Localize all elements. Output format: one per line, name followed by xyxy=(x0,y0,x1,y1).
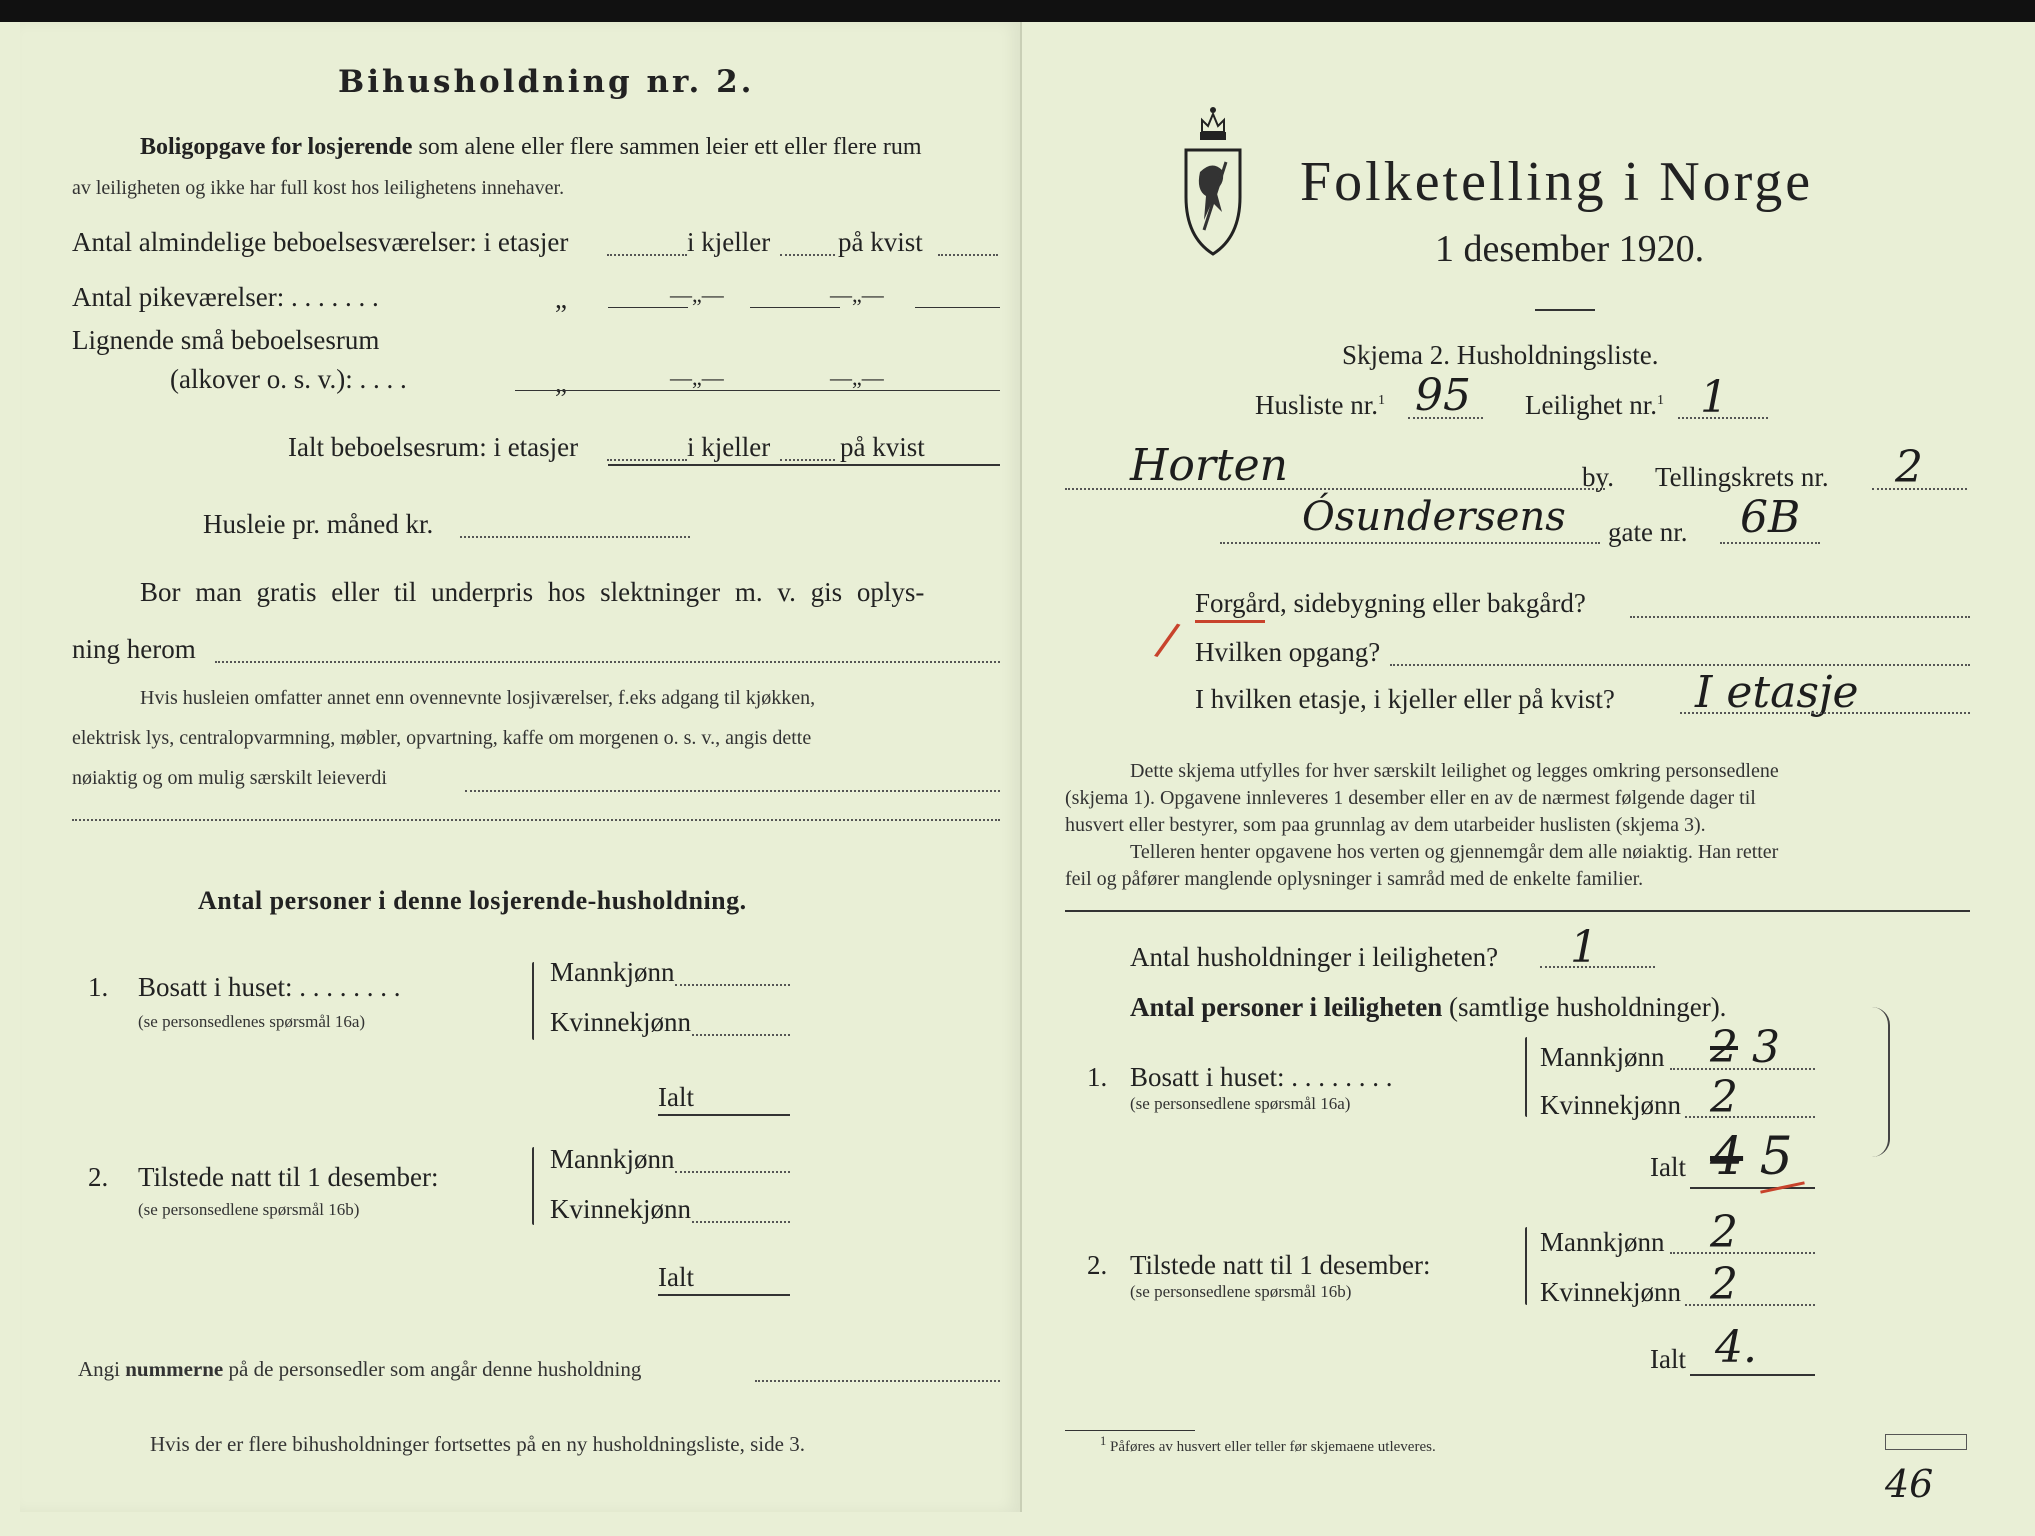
rooms-kvist-field[interactable] xyxy=(938,254,998,256)
ditto-mark: „ xyxy=(555,284,567,314)
bor-line-2: ning herom xyxy=(72,634,196,664)
form-title: Folketelling i Norge xyxy=(1300,151,1814,213)
red-check-mark: / xyxy=(1152,610,1184,668)
footnote-text xyxy=(1100,1434,1436,1456)
husliste-text: Husliste nr. xyxy=(1255,390,1379,420)
dash-mark-4: —„— xyxy=(830,365,884,390)
by-value[interactable]: Horten xyxy=(1130,440,1288,491)
gate-nr-field[interactable] xyxy=(1720,542,1820,544)
paa-kvist-label: på kvist xyxy=(838,227,923,257)
r-q2-ialt-label: Ialt xyxy=(1650,1344,1686,1374)
hush-question: Antal husholdninger i leiligheten? xyxy=(1130,942,1499,972)
bor-line-1: Bor man gratis eller til underpris hos slektninger m. v. gis oplys- xyxy=(140,577,925,607)
left-footer: Hvis der er flere bihusholdninger fortsettes på en ny husholdningsliste, side 3. xyxy=(150,1432,805,1456)
angi-bold: nummerne xyxy=(125,1357,224,1381)
r-q1-mann-value[interactable] xyxy=(1710,1022,1780,1073)
husliste-field[interactable] xyxy=(1408,417,1483,419)
husleie-field[interactable] xyxy=(460,536,690,538)
tellingskrets-label: Tellingskrets nr. xyxy=(1655,462,1829,492)
footnote-number: 1 xyxy=(1100,1434,1107,1448)
r-q1-ialt-label: Ialt xyxy=(1650,1152,1686,1182)
ialt-etasjer-field[interactable] xyxy=(607,459,687,461)
q2-sub: (se personsedlene spørsmål 16b) xyxy=(138,1200,360,1219)
pike-label: Antal pikeværelser: . . . . . . . xyxy=(72,282,379,312)
q2-kvinne-label: Kvinnekjønn xyxy=(550,1194,691,1224)
q2-brace xyxy=(532,1147,534,1225)
r-q2-kvinne-label: Kvinnekjønn xyxy=(1540,1277,1681,1307)
ialt-kjeller-field[interactable] xyxy=(780,459,835,461)
q2-number: 2. xyxy=(88,1162,109,1192)
ialt-rooms-label: Ialt beboelsesrum: i etasjer xyxy=(288,432,579,462)
q1-kvinne-label: Kvinnekjønn xyxy=(550,1007,691,1037)
leilighet-value[interactable]: 1 xyxy=(1700,372,1728,423)
persons-bold: Antal personer i leiligheten xyxy=(1130,992,1443,1022)
instr-line-3: husvert eller bestyrer, som paa grunnlag av dem utarbeider huslisten (skjema 3). xyxy=(1065,814,1706,836)
q1-sub: (se personsedlenes spørsmål 16a) xyxy=(138,1012,366,1031)
scan-border xyxy=(0,0,2035,22)
q1-label: Bosatt i huset: . . . . . . . . xyxy=(138,972,401,1002)
bihusholdning-heading: Bihusholdning nr. 2. xyxy=(338,64,755,100)
r-q2-kvinne-field[interactable] xyxy=(1685,1304,1815,1306)
leilighet-text: Leilighet nr. xyxy=(1525,390,1657,420)
q2-kvinne-field[interactable] xyxy=(692,1221,790,1223)
lignende-kjeller-field[interactable] xyxy=(680,390,835,391)
corner-scribble: 46 xyxy=(1885,1462,1934,1506)
margin-bracket xyxy=(1868,1007,1890,1157)
lignende-label-2: (alkover o. s. v.): . . . . xyxy=(170,364,407,394)
r-q2-sub: (se personsedlene spørsmål 16b) xyxy=(1130,1282,1352,1301)
forgard-red-underline xyxy=(1195,620,1265,623)
r-q2-mann-field[interactable] xyxy=(1670,1252,1815,1254)
persons-line xyxy=(1130,992,1726,1023)
hush-value[interactable]: 1 xyxy=(1570,922,1598,973)
ditto-mark-3: „ xyxy=(555,368,567,398)
instr-line-1: Dette skjema utfylles for hver særskilt leilighet og legges omkring personsedlene xyxy=(1130,760,1779,782)
husleie-label: Husleie pr. måned kr. xyxy=(203,509,434,539)
r-q1-kvinne-label: Kvinnekjønn xyxy=(1540,1090,1681,1120)
forgard-field[interactable] xyxy=(1630,616,1970,618)
tellingskrets-field[interactable] xyxy=(1872,488,1967,490)
gate-nr-value[interactable]: 6B xyxy=(1740,492,1801,543)
angi-field[interactable] xyxy=(755,1380,1000,1382)
r-q1-ialt-struck: 4 xyxy=(1710,1127,1744,1187)
coat-of-arms-icon xyxy=(1182,102,1244,262)
instr-line-2: (skjema 1). Opgavene innleveres 1 desember eller en av de nærmest følgende dager til xyxy=(1065,787,1756,809)
gate-label: gate nr. xyxy=(1608,517,1688,547)
r-q1-mann-corrected: 3 xyxy=(1752,1022,1780,1073)
lignende-label-1: Lignende små beboelsesrum xyxy=(72,325,380,355)
r-q1-number: 1. xyxy=(1087,1062,1108,1092)
bor-field[interactable] xyxy=(215,661,1000,663)
instr-line-5: feil og påfører manglende oplysninger i samråd med de enkelte familier. xyxy=(1065,868,1644,890)
r-q1-mann-label: Mannkjønn xyxy=(1540,1042,1665,1072)
right-page xyxy=(1030,22,2020,1512)
husliste-label xyxy=(1255,390,1385,421)
title-rule xyxy=(1535,309,1595,311)
r-q1-sub: (se personsedlene spørsmål 16a) xyxy=(1130,1094,1351,1113)
lignende-etasjer-field[interactable] xyxy=(515,390,685,391)
r-q2-brace xyxy=(1525,1227,1527,1305)
hvis-line-2: elektrisk lys, centralopvarmning, møbler, opvartning, kaffe om morgenen o. s. v., angis dette xyxy=(72,727,812,749)
husliste-value[interactable]: 95 xyxy=(1415,370,1471,421)
etasje-value[interactable]: I etasje xyxy=(1695,667,1859,718)
intro-line-1 xyxy=(140,134,922,161)
left-page xyxy=(20,22,1022,1512)
r-q1-ialt-field[interactable] xyxy=(1690,1187,1815,1189)
r-q1-ialt-corrected: 5 xyxy=(1759,1127,1793,1187)
leieverdi-field[interactable] xyxy=(465,790,1000,792)
persons-heading: Antal personer i denne losjerende-husholdning. xyxy=(198,886,747,915)
dash-mark-3: —„— xyxy=(670,365,724,390)
intro-rest: som alene eller flere sammen leier ett eller flere rum xyxy=(418,134,922,160)
hvis-line-1: Hvis husleien omfatter annet enn ovennevnte losjiværelser, f.eks adgang til kjøkken, xyxy=(140,687,816,709)
r-q2-ialt-field[interactable] xyxy=(1690,1374,1815,1376)
r-q2-ialt-value[interactable]: 4. xyxy=(1715,1322,1757,1373)
q1-brace xyxy=(532,962,534,1040)
gate-field[interactable] xyxy=(1220,542,1600,544)
rooms-label: Antal almindelige beboelsesværelser: i etasjer xyxy=(72,227,569,257)
lignende-kvist-field[interactable] xyxy=(835,390,1000,391)
r-q2-number: 2. xyxy=(1087,1250,1108,1280)
r-q2-kvinne-value[interactable]: 2 xyxy=(1710,1259,1738,1310)
q1-ialt-field[interactable] xyxy=(658,1114,790,1116)
ialt-kvist-label: på kvist xyxy=(840,432,925,462)
r-q1-kvinne-value[interactable]: 2 xyxy=(1710,1072,1738,1123)
r-q1-ialt-value[interactable] xyxy=(1710,1127,1793,1187)
leieverdi-field-2[interactable] xyxy=(72,819,1000,821)
r-q2-mann-label: Mannkjønn xyxy=(1540,1227,1665,1257)
q2-ialt-label: Ialt xyxy=(658,1262,694,1292)
angi-line xyxy=(78,1357,641,1382)
q2-mann-label: Mannkjønn xyxy=(550,1144,675,1174)
r-q1-kvinne-field[interactable] xyxy=(1685,1116,1815,1118)
pike-kvist-field[interactable] xyxy=(915,307,1000,308)
persons-rest: (samtlige husholdninger). xyxy=(1448,992,1727,1022)
r-q2-label: Tilstede natt til 1 desember: xyxy=(1130,1250,1431,1280)
dash-mark: —„— xyxy=(670,282,724,307)
etasje-field[interactable] xyxy=(1680,712,1970,714)
tellingskrets-value[interactable]: 2 xyxy=(1895,442,1923,493)
ialt-kjeller-label: i kjeller xyxy=(687,432,771,462)
leilighet-footnote-mark: 1 xyxy=(1656,393,1664,408)
dash-mark-2: —„— xyxy=(830,282,884,307)
by-label: by. xyxy=(1582,462,1614,492)
intro-bold: Boligopgave for losjerende xyxy=(140,134,413,160)
q2-ialt-field[interactable] xyxy=(658,1294,790,1296)
r-q2-mann-value[interactable]: 2 xyxy=(1710,1207,1738,1258)
footnote-rule xyxy=(1065,1430,1195,1431)
opgang-field[interactable] xyxy=(1390,664,1970,666)
q2-label: Tilstede natt til 1 desember: xyxy=(138,1162,439,1192)
q1-kvinne-field[interactable] xyxy=(692,1034,790,1036)
q1-number: 1. xyxy=(88,972,109,1002)
rooms-etasjer-field[interactable] xyxy=(607,254,687,256)
r-q1-brace xyxy=(1525,1037,1527,1117)
form-date: 1 desember 1920. xyxy=(1435,228,1705,270)
q1-mann-label: Mannkjønn xyxy=(550,957,675,987)
r-q1-mann-struck: 2 xyxy=(1710,1022,1738,1073)
hush-field[interactable] xyxy=(1540,966,1655,968)
forgard-question: Forgård, sidebygning eller bakgård? xyxy=(1195,588,1586,618)
i-kjeller-label: i kjeller xyxy=(687,227,771,257)
q1-ialt-label: Ialt xyxy=(658,1082,694,1112)
hvis-line-3: nøiaktig og om mulig særskilt leieverdi xyxy=(72,767,387,789)
etasje-question: I hvilken etasje, i kjeller eller på kvist? xyxy=(1195,684,1615,714)
skjema-label: Skjema 2. Husholdningsliste. xyxy=(1342,340,1659,370)
instr-rule xyxy=(1065,910,1970,912)
footnote-body: Påføres av husvert eller teller før skjemaene utleveres. xyxy=(1110,1439,1436,1455)
ialt-rule xyxy=(608,464,1000,466)
rooms-kjeller-field[interactable] xyxy=(780,254,835,256)
husliste-footnote-mark: 1 xyxy=(1378,393,1386,408)
instr-line-4: Telleren henter opgavene hos verten og gjennemgår dem alle nøiaktig. Han retter xyxy=(1130,841,1779,863)
q2-mann-field[interactable] xyxy=(675,1171,790,1173)
gate-value[interactable]: Ósundersens xyxy=(1302,494,1566,540)
leilighet-label xyxy=(1525,390,1664,421)
angi-pre: Angi xyxy=(78,1357,120,1381)
q1-mann-field[interactable] xyxy=(675,984,790,986)
angi-rest: på de personsedler som angår denne husholdning xyxy=(228,1357,642,1381)
r-q1-label: Bosatt i huset: . . . . . . . . xyxy=(1130,1062,1393,1092)
printer-stamp xyxy=(1885,1434,1967,1450)
intro-line-2: av leiligheten og ikke har full kost hos leilighetens innehaver. xyxy=(72,177,565,199)
by-field[interactable] xyxy=(1065,488,1605,490)
opgang-question: Hvilken opgang? xyxy=(1195,637,1381,667)
leilighet-field[interactable] xyxy=(1678,417,1768,419)
pike-kjeller-field[interactable] xyxy=(750,307,840,308)
